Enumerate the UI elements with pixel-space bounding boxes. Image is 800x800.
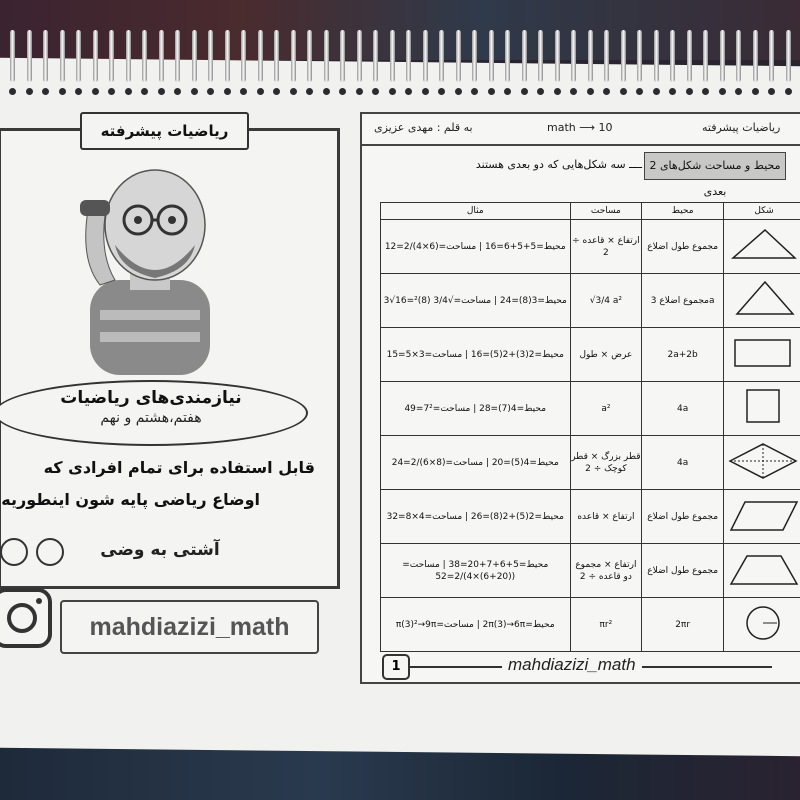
binding-hole xyxy=(471,88,478,95)
spiral-ring xyxy=(373,30,378,82)
perimeter-cell: مجموع اضلاع 3a xyxy=(642,274,724,328)
perimeter-cell: مجموع طول اضلاع xyxy=(642,490,724,544)
area-cell: عرض × طول xyxy=(570,328,642,382)
binding-hole xyxy=(273,88,280,95)
spiral-ring xyxy=(423,30,428,82)
area-cell: قطر بزرگ × قطر کوچک ÷ 2 xyxy=(570,436,642,490)
spiral-ring xyxy=(175,30,180,82)
spiral-ring xyxy=(637,30,642,82)
binding-hole xyxy=(653,88,660,95)
table-row xyxy=(381,382,800,436)
spiral-ring xyxy=(769,30,774,82)
spiral-ring xyxy=(472,30,477,82)
right-page-header xyxy=(362,114,800,146)
binding-hole xyxy=(636,88,643,95)
table-row xyxy=(381,598,800,652)
spiral-ring xyxy=(736,30,741,82)
spiral-ring xyxy=(76,30,81,82)
footer-handle: mahdiazizi_math xyxy=(502,655,642,675)
spiral-ring xyxy=(159,30,164,82)
binding-hole xyxy=(75,88,82,95)
area-cell: ارتفاع × قاعده xyxy=(570,490,642,544)
binding-hole xyxy=(488,88,495,95)
spiral-ring xyxy=(241,30,246,82)
binding-hole xyxy=(174,88,181,95)
column-header: شکل xyxy=(723,203,800,220)
binding-hole xyxy=(537,88,544,95)
instagram-icon xyxy=(0,588,52,648)
circle-shape-icon xyxy=(725,598,800,648)
spiral-ring xyxy=(489,30,494,82)
example-perimeter: محیط=5+6+7+20=38 | مساحت=((20+6)×4)/2=52 xyxy=(402,559,549,582)
spiral-ring xyxy=(753,30,758,82)
spiral-ring xyxy=(225,30,230,82)
spiral-ring xyxy=(522,30,527,82)
perimeter-cell: مجموع طول اضلاع xyxy=(642,220,724,274)
instagram-lens xyxy=(7,603,37,633)
equilateral-shape-icon xyxy=(725,274,800,324)
perimeter-cell: مجموع طول اضلاع xyxy=(642,544,724,598)
binding-hole xyxy=(422,88,429,95)
spiral-ring xyxy=(208,30,213,82)
binding-hole xyxy=(306,88,313,95)
binding-hole xyxy=(59,88,66,95)
example-cell xyxy=(381,544,571,598)
shape-cell xyxy=(723,436,800,490)
instagram-dot xyxy=(36,598,42,604)
binding-hole xyxy=(455,88,462,95)
spiral-ring xyxy=(439,30,444,82)
binding-hole xyxy=(240,88,247,95)
spiral-ring xyxy=(27,30,32,82)
binding-hole xyxy=(389,88,396,95)
spiral-ring xyxy=(324,30,329,82)
spiral-ring xyxy=(274,30,279,82)
binding-hole xyxy=(752,88,759,95)
example-cell xyxy=(381,598,571,652)
spiral-ring xyxy=(786,30,791,82)
spiral-ring xyxy=(588,30,593,82)
spiral-ring xyxy=(142,30,147,82)
example-perimeter: محیط=2(5)+2(8)=26 | مساحت=4×8=32 xyxy=(386,511,564,522)
description-line-1: قابل استفاده برای تمام افرادی که xyxy=(43,458,315,477)
page-number: 1 xyxy=(382,654,410,680)
spiral-ring xyxy=(43,30,48,82)
binding-hole xyxy=(339,88,346,95)
spiral-ring xyxy=(687,30,692,82)
binding-hole xyxy=(570,88,577,95)
binding-hole xyxy=(785,88,792,95)
spiral-ring xyxy=(126,30,131,82)
binding-hole xyxy=(719,88,726,95)
binding-hole xyxy=(26,88,33,95)
binding-hole xyxy=(702,88,709,95)
example-cell xyxy=(381,490,571,544)
example-perimeter: محیط=4(5)=20 | مساحت=(8×6)/2=24 xyxy=(391,457,559,468)
spiral-ring xyxy=(456,30,461,82)
area-cell: √3/4 a² xyxy=(570,274,642,328)
binding-hole xyxy=(9,88,16,95)
binding-hole xyxy=(768,88,775,95)
binding-hole xyxy=(92,88,99,95)
spiral-ring xyxy=(60,30,65,82)
example-perimeter: محیط=2π(3)→6π | مساحت=π(3)²→9π xyxy=(395,619,555,630)
example-cell xyxy=(381,220,571,274)
triangle-shape-icon xyxy=(725,220,800,270)
binding-hole xyxy=(257,88,264,95)
column-header: محیط xyxy=(642,203,724,220)
binding-hole xyxy=(323,88,330,95)
left-page-title: ریاضیات پیشرفته xyxy=(80,112,249,150)
binding-hole xyxy=(620,88,627,95)
subtitle-text: ــــ سه شکل‌هایی که دو بعدی هستند xyxy=(475,158,642,171)
example-cell xyxy=(381,436,571,490)
example-cell xyxy=(381,274,571,328)
binding-hole xyxy=(372,88,379,95)
header-author: به قلم : مهدی عزیزی xyxy=(374,121,473,134)
binding-hole xyxy=(669,88,676,95)
table-row xyxy=(381,220,800,274)
spiral-ring xyxy=(703,30,708,82)
binding-hole xyxy=(554,88,561,95)
table-row xyxy=(381,274,800,328)
header-title: ریاضیات پیشرفته xyxy=(702,121,781,134)
emoji-icon xyxy=(36,538,64,566)
spiral-ring xyxy=(621,30,626,82)
column-header: مثال xyxy=(381,203,571,220)
binding-hole xyxy=(141,88,148,95)
binding-hole xyxy=(504,88,511,95)
table-header-row xyxy=(381,203,800,220)
perimeter-cell: 4a xyxy=(642,382,724,436)
area-cell: ارتفاع × قاعده ÷ 2 xyxy=(570,220,642,274)
binding-hole xyxy=(42,88,49,95)
binding-hole xyxy=(356,88,363,95)
right-page xyxy=(360,112,800,684)
binding-hole xyxy=(108,88,115,95)
binding-hole xyxy=(521,88,528,95)
binding-hole xyxy=(686,88,693,95)
formula-table xyxy=(380,202,800,652)
spiral-ring xyxy=(291,30,296,82)
shape-cell xyxy=(723,598,800,652)
spiral-ring xyxy=(109,30,114,82)
table-row xyxy=(381,328,800,382)
binding-hole xyxy=(438,88,445,95)
slogan-text: آشتی به وضی xyxy=(100,540,220,560)
binding-hole xyxy=(125,88,132,95)
trapezoid-shape-icon xyxy=(725,544,800,594)
spiral-ring xyxy=(604,30,609,82)
shape-cell xyxy=(723,382,800,436)
spiral-ring xyxy=(340,30,345,82)
shape-cell xyxy=(723,274,800,328)
binding-hole xyxy=(191,88,198,95)
square-shape-icon xyxy=(725,382,800,432)
spiral-ring xyxy=(654,30,659,82)
binding-hole xyxy=(158,88,165,95)
spiral-binding xyxy=(10,30,800,90)
perimeter-cell: 2a+2b xyxy=(642,328,724,382)
area-cell: a² xyxy=(570,382,642,436)
binding-hole xyxy=(603,88,610,95)
spiral-ring xyxy=(357,30,362,82)
spiral-ring xyxy=(538,30,543,82)
binding-hole xyxy=(587,88,594,95)
header-math-label: math ⟶ 10 xyxy=(547,121,613,134)
example-perimeter: محیط=3(8)=24 | مساحت=√3/4 (8)²=16√3 xyxy=(383,295,567,306)
table-row xyxy=(381,436,800,490)
binding-hole xyxy=(735,88,742,95)
spiral-ring xyxy=(192,30,197,82)
spiral-ring xyxy=(93,30,98,82)
binding-hole xyxy=(224,88,231,95)
binding-hole xyxy=(290,88,297,95)
spiral-ring xyxy=(555,30,560,82)
spiral-ring xyxy=(505,30,510,82)
spiral-ring xyxy=(258,30,263,82)
parallelogram-shape-icon xyxy=(725,490,800,540)
binding-hole xyxy=(207,88,214,95)
rectangle-shape-icon xyxy=(725,328,800,378)
description-line-2: اوضاع ریاضی پایه شون اینطوریه xyxy=(1,490,260,509)
rhombus-shape-icon xyxy=(725,436,800,486)
area-cell: ارتفاع × مجموع دو قاعده ÷ 2 xyxy=(570,544,642,598)
spiral-ring xyxy=(720,30,725,82)
audience-oval xyxy=(0,380,308,446)
spiral-ring xyxy=(10,30,15,82)
perimeter-cell: 2πr xyxy=(642,598,724,652)
spiral-ring xyxy=(670,30,675,82)
example-cell xyxy=(381,328,571,382)
table-row xyxy=(381,544,800,598)
emoji-icon xyxy=(0,538,28,566)
shape-cell xyxy=(723,544,800,598)
shape-cell xyxy=(723,220,800,274)
spiral-ring xyxy=(406,30,411,82)
shape-cell xyxy=(723,328,800,382)
column-header: مساحت xyxy=(570,203,642,220)
shape-cell xyxy=(723,490,800,544)
example-cell xyxy=(381,382,571,436)
perimeter-cell: 4a xyxy=(642,436,724,490)
example-perimeter: محیط=2(3)+2(5)=16 | مساحت=3×5=15 xyxy=(386,349,564,360)
spiral-ring xyxy=(571,30,576,82)
spiral-ring xyxy=(307,30,312,82)
binding-hole xyxy=(405,88,412,95)
oval-heading: نیازمندی‌های ریاضیات xyxy=(60,388,242,408)
cartoon-teacher-avatar xyxy=(60,160,240,375)
example-perimeter: محیط=5+5+6=16 | مساحت=(6×4)/2=12 xyxy=(384,241,566,252)
subtitle-box: محیط و مساحت شکل‌های 2 بعدی xyxy=(644,152,786,180)
spiral-ring xyxy=(390,30,395,82)
example-perimeter: محیط=4(7)=28 | مساحت=7²=49 xyxy=(404,403,547,414)
table-row xyxy=(381,490,800,544)
area-cell: πr² xyxy=(570,598,642,652)
instagram-handle: mahdiazizi_math xyxy=(60,600,319,654)
oval-grades: هفتم،هشتم و نهم xyxy=(100,410,202,426)
